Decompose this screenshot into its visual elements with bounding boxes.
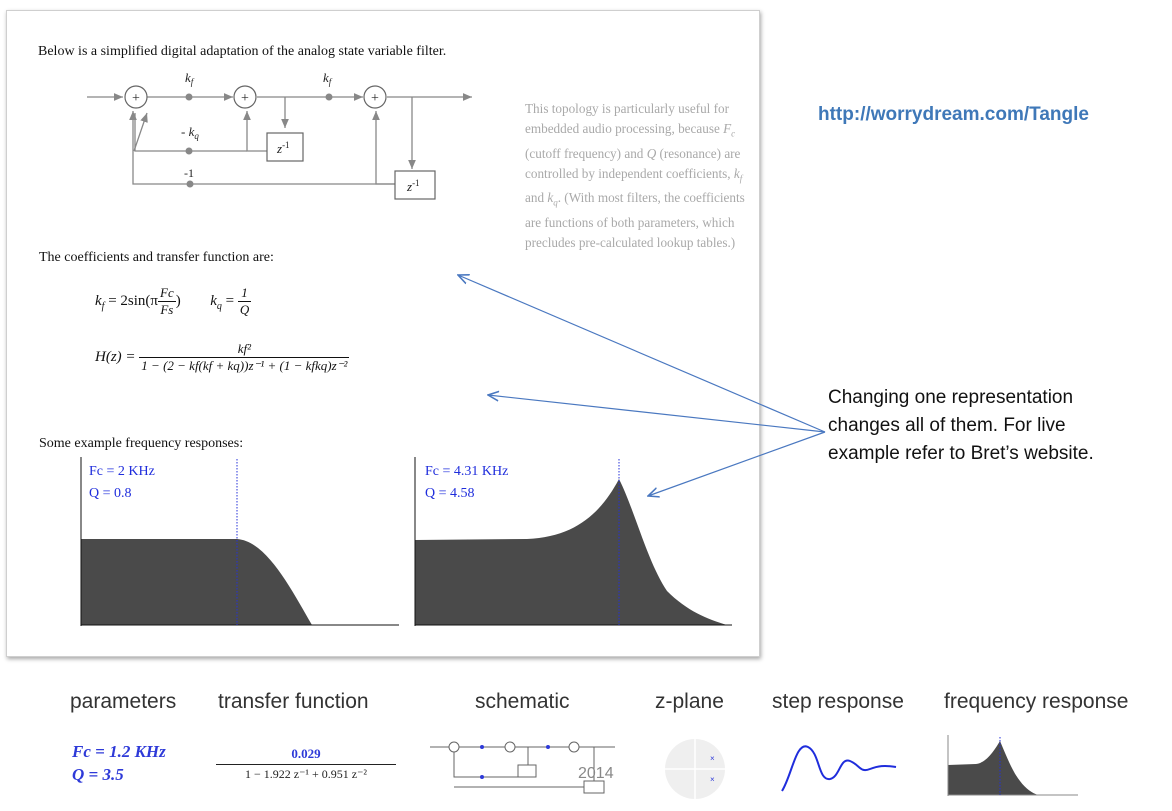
plot1-fc-label: Fc = 2 KHz bbox=[89, 464, 155, 479]
examples-heading: Some example frequency responses: bbox=[39, 436, 244, 451]
callout-text: Changing one representation changes all of them. For live example refer to Bret’s website. bbox=[828, 387, 1094, 464]
coefficients-heading: The coefficients and transfer function are: bbox=[39, 250, 274, 265]
topology-note: This topology is particularly useful for embedded audio processing, because $F_c$ (cutoff frequency) and Q (resonance) are controlled by independent coefficients, $k_f$ and $k_q$. (With most filters, the coefficients are functions of both parameters, which precludes pre-calculated lookup tables.) bbox=[525, 101, 745, 250]
tangle-link[interactable]: http://worrydream.com/Tangle bbox=[818, 104, 1089, 125]
sum-node-1: + bbox=[132, 91, 140, 106]
kf-label-1: $k_f$ bbox=[185, 70, 194, 87]
step-response-plot bbox=[780, 735, 900, 795]
z-plane-plot bbox=[660, 738, 730, 800]
transfer-function-equation: H(z) = $\frac{\text{kf²}}{\text{1 − (2 − kf(kf + kq))z⁻¹ + (1 − kfkq)z⁻²}}$ bbox=[95, 341, 348, 373]
z-inv-block-1: $z^{-1}$ bbox=[277, 140, 290, 156]
bottom-transfer-function: 0.029 1 − 1.922 z⁻¹ + 0.951 z⁻² bbox=[216, 746, 396, 782]
title-frequency-response: frequency response bbox=[944, 690, 1129, 713]
title-step-response: step response bbox=[772, 690, 904, 713]
title-z-plane: z-plane bbox=[655, 690, 724, 713]
plot1-q-label: Q = 0.8 bbox=[89, 486, 132, 501]
intro-text: Below is a simplified digital adaptation of the analog state variable filter. bbox=[38, 44, 447, 59]
plot2-fc-label: Fc = 4.31 KHz bbox=[425, 464, 509, 479]
neg-one-label: -1 bbox=[184, 166, 194, 180]
svg-text:×: × bbox=[710, 775, 715, 784]
sum-node-3: + bbox=[371, 91, 379, 106]
z-inv-block-2: $z^{-1}$ bbox=[407, 178, 420, 194]
svg-text:×: × bbox=[710, 754, 715, 763]
title-schematic: schematic bbox=[475, 690, 570, 713]
coefficient-equations: $k_f = 2\sin(\pi$ $\frac{Fc}{Fs}$ ) $k_q$ = $\frac{1}{Q}$ bbox=[95, 285, 250, 317]
year-label: 2014 bbox=[578, 765, 614, 782]
neg-kq-label: - $k_q$ bbox=[181, 124, 199, 141]
bottom-q-param[interactable]: Q = 3.5 bbox=[72, 765, 124, 784]
title-parameters: parameters bbox=[70, 690, 177, 713]
sum-node-2: + bbox=[241, 91, 249, 106]
kf-label-2: $k_f$ bbox=[323, 70, 332, 87]
plot2-q-label: Q = 4.58 bbox=[425, 486, 475, 501]
bottom-fc-param[interactable]: Fc = 1.2 KHz bbox=[72, 742, 166, 761]
bottom-frequency-response-plot bbox=[946, 735, 1081, 797]
title-transfer-function: transfer function bbox=[218, 690, 369, 713]
